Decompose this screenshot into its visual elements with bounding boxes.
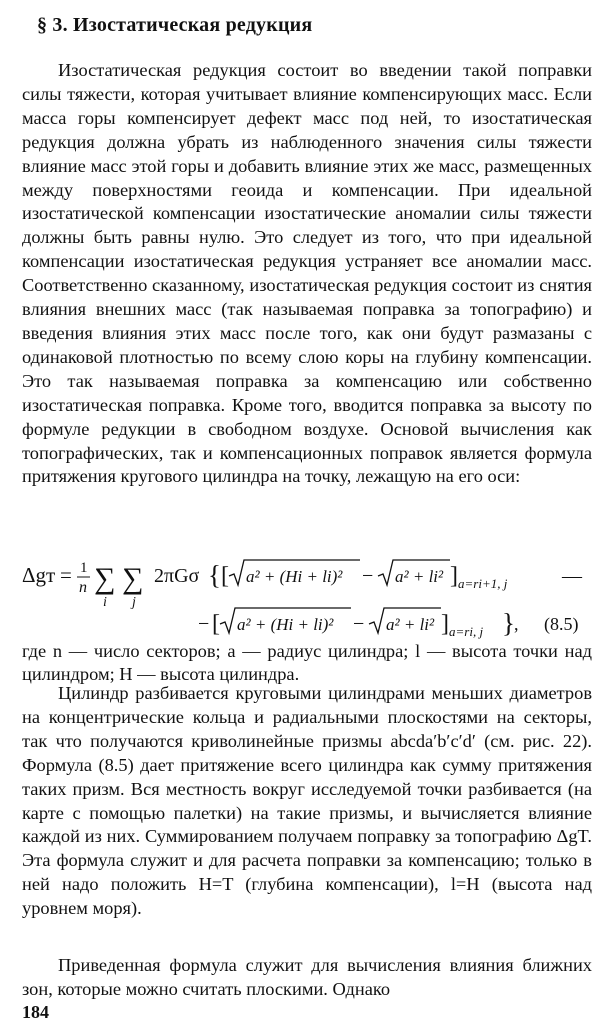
- radicand-4: a² + li²: [386, 615, 435, 634]
- radicand-1: a² + (Hi + li)²: [246, 567, 343, 586]
- minus-trailing: —: [562, 565, 582, 587]
- minus-1: −: [362, 565, 374, 587]
- open-bracket-1: [: [221, 563, 229, 589]
- subscript-2: a=ri, j: [449, 624, 484, 639]
- close-bracket-1: ]: [450, 563, 458, 589]
- paragraph-2: Цилиндр разбивается круговыми цилиндрами меньших диаметров на концентрические кольца и радиальными плоскостями на секторы, так что получаются криволинейные призмы abcda′b′c′d′ (см. рис. 22). Формула (8.5) дает притяжение всего цилиндра как сумму притяжения таких призм. Вся местность вокруг исследуемой точки разбивается (на карте с помощью палетки) на такие призмы, и вычисляется влияние каждой из них. Суммированием получаем поправку за топографию ΔgT. Эта формула служит и для расчета поправки за компенсацию; только в ней надо положить H=T (глубина компенсации), l=H (высота над уровнем моря).: [22, 683, 592, 919]
- open-bracket-2: [: [212, 611, 220, 637]
- radicand-2: a² + li²: [395, 567, 444, 586]
- section-heading: § 3. Изостатическая редукция: [37, 14, 313, 36]
- radicand-3: a² + (Hi + li)²: [237, 615, 334, 634]
- sum-index-j: j: [132, 595, 136, 610]
- sum-index-i: i: [103, 595, 107, 610]
- equation-number: (8.5): [544, 614, 579, 634]
- minus-2: −: [198, 613, 210, 635]
- subscript-1: a=ri+1, j: [458, 576, 508, 591]
- sum-symbol-2: ∑: [122, 562, 144, 595]
- paragraph-1: Изостатическая редукция состоит во введении такой поправки силы тяжести, которая учитывает влияние компенсирующих масс. Если масса горы компенсирует дефект масс под ней, то изостатическая редукция должна убрать из наблюденного значения силы тяжести влияние масс этой горы и добавить влияние этих же масс, размещенных между поверхностями геоида и компенсации. При идеальной изостатической компенсации изостатические аномалии силы тяжести должны быть равны нулю. Это следует из того, что при идеальной компенсации изостатическая редукция устраняет все аномалии масс. Соответственно сказанному, изостатическая редукция состоит из снятия влияния внешних масс (так называемая поправка за топографию) и введения влияния этих масс после того, как они будут размазаны с одинаковой плотностью по всему слою коры на глубину компенсации. Это так называемая поправка за компенсацию или собственно изостатическая поправка. Кроме того, вводится поправка за высоту по формуле редукции в свободном воздухе. Основой вычисления как топографических, так и компенсационных поправок является формула притяжения кругового цилиндра на точку, лежащую на его оси:: [22, 60, 592, 487]
- formula-equals: =: [60, 563, 72, 587]
- formula-lhs: Δgт: [22, 563, 56, 587]
- page-number: 184: [22, 1002, 49, 1022]
- close-bracket-2: ]: [441, 611, 449, 637]
- close-brace: }: [502, 608, 515, 638]
- formula-frac-den: n: [79, 579, 87, 596]
- formula-svg: [22, 552, 592, 648]
- variable-definitions: где n — число секторов; a — радиус цилиндра; l — высота точки над цилиндром; H — высота цилиндра.: [22, 641, 592, 684]
- formula-frac-num: 1: [80, 560, 88, 576]
- minus-3: −: [353, 613, 365, 635]
- sum-symbol-1: ∑: [94, 562, 116, 595]
- paragraph-3: Приведенная формула служит для вычисления влияния ближних зон, которые можно считать плоскими. Однако: [22, 955, 592, 999]
- comma: ,: [514, 614, 519, 634]
- formula-8-5: [22, 552, 592, 648]
- open-brace: {: [208, 560, 221, 590]
- formula-factor: 2πGσ: [154, 565, 200, 587]
